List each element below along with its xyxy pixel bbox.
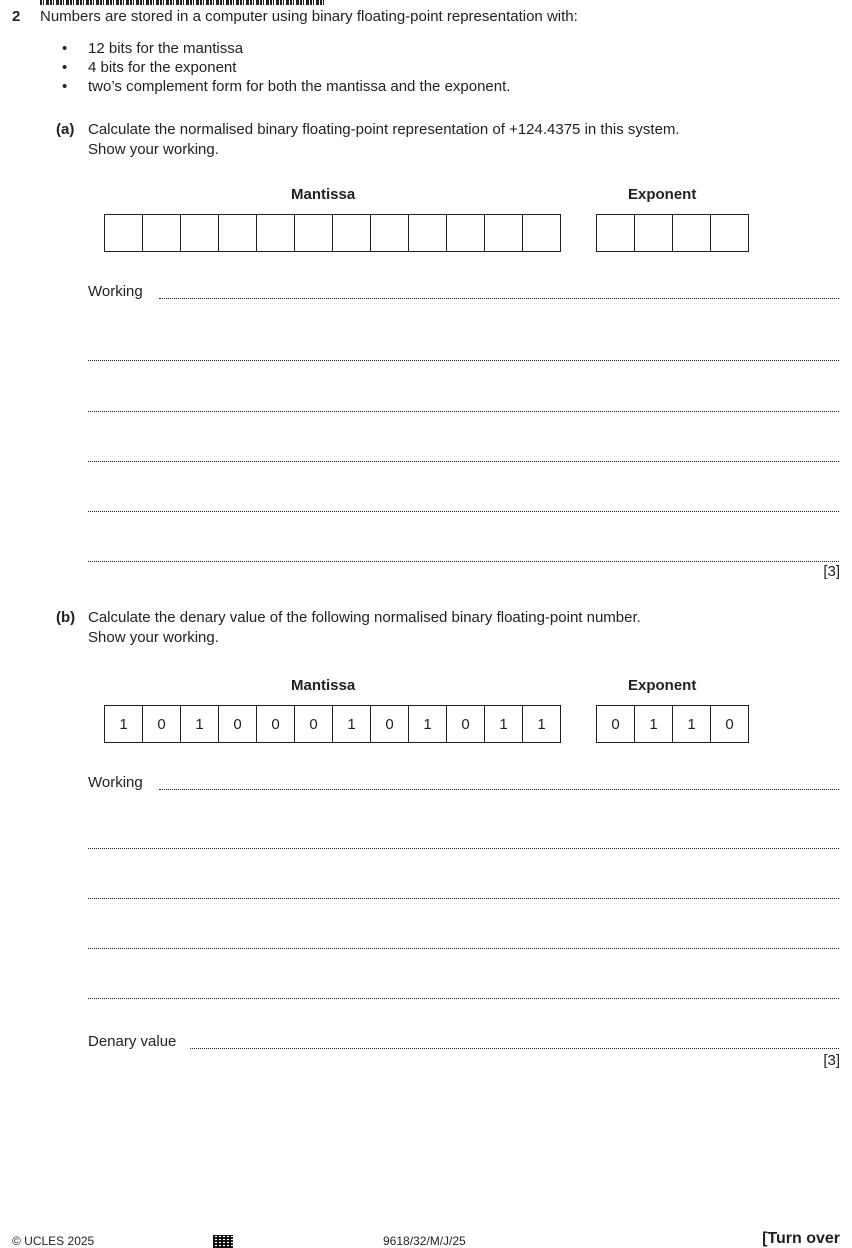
header-barcode bbox=[40, 0, 325, 5]
mantissa-bit-cell[interactable] bbox=[446, 214, 485, 252]
bullet-icon: • bbox=[62, 40, 68, 57]
bullet-item: 4 bits for the exponent bbox=[88, 59, 237, 76]
answer-line[interactable] bbox=[88, 948, 839, 949]
mantissa-bit-cell[interactable] bbox=[142, 214, 181, 252]
footer-copyright: © UCLES 2025 bbox=[12, 1234, 95, 1248]
mantissa-bit-cell: 1 bbox=[408, 705, 447, 743]
mantissa-bit-cell: 0 bbox=[218, 705, 257, 743]
part-b-exponent-boxes bbox=[596, 705, 749, 743]
part-b-working-label: Working bbox=[88, 774, 143, 791]
exponent-bit-cell: 1 bbox=[634, 705, 673, 743]
answer-line[interactable] bbox=[88, 461, 839, 462]
part-a-mantissa-boxes bbox=[104, 214, 561, 252]
part-b-answer-label: Denary value bbox=[88, 1033, 177, 1050]
part-b-show-working: Show your working. bbox=[88, 629, 219, 646]
bullet-icon: • bbox=[62, 59, 68, 76]
mantissa-bit-cell[interactable] bbox=[218, 214, 257, 252]
answer-line[interactable] bbox=[159, 789, 839, 790]
part-a-exponent-boxes bbox=[596, 214, 749, 252]
mantissa-bit-cell[interactable] bbox=[104, 214, 143, 252]
mantissa-bit-cell: 0 bbox=[256, 705, 295, 743]
answer-line[interactable] bbox=[88, 848, 839, 849]
mantissa-bit-cell: 1 bbox=[180, 705, 219, 743]
part-a-show-working: Show your working. bbox=[88, 141, 219, 158]
answer-line[interactable] bbox=[88, 998, 839, 999]
exponent-bit-cell[interactable] bbox=[634, 214, 673, 252]
answer-line[interactable] bbox=[88, 360, 839, 361]
exponent-bit-cell: 0 bbox=[710, 705, 749, 743]
mantissa-bit-cell: 1 bbox=[522, 705, 561, 743]
mantissa-bit-cell: 0 bbox=[294, 705, 333, 743]
bullet-item: two’s complement form for both the mantissa and the exponent. bbox=[88, 78, 511, 95]
mantissa-bit-cell[interactable] bbox=[522, 214, 561, 252]
footer-turn-over: [Turn over bbox=[762, 1230, 840, 1247]
part-b-label: (b) bbox=[56, 609, 76, 626]
mantissa-bit-cell: 1 bbox=[484, 705, 523, 743]
part-a-working-label: Working bbox=[88, 283, 143, 300]
footer-qr-code bbox=[213, 1235, 233, 1248]
mantissa-bit-cell[interactable] bbox=[370, 214, 409, 252]
answer-line[interactable] bbox=[88, 511, 839, 512]
part-b-instruction: Calculate the denary value of the following normalised binary floating-point number. bbox=[88, 609, 641, 626]
part-a-mantissa-heading: Mantissa bbox=[291, 186, 356, 203]
mantissa-bit-cell: 0 bbox=[142, 705, 181, 743]
answer-line[interactable] bbox=[159, 298, 839, 299]
part-a-exponent-heading: Exponent bbox=[628, 186, 697, 203]
mantissa-bit-cell[interactable] bbox=[180, 214, 219, 252]
part-b-mantissa-heading: Mantissa bbox=[291, 677, 356, 694]
mantissa-bit-cell[interactable] bbox=[256, 214, 295, 252]
mantissa-bit-cell: 1 bbox=[104, 705, 143, 743]
part-b-marks: [3] bbox=[823, 1052, 840, 1069]
part-a-instruction: Calculate the normalised binary floating-point representation of +124.4375 in this system. bbox=[88, 121, 680, 138]
part-a-label: (a) bbox=[56, 121, 75, 138]
denary-answer-line[interactable] bbox=[190, 1048, 839, 1049]
mantissa-bit-cell[interactable] bbox=[408, 214, 447, 252]
exponent-bit-cell[interactable] bbox=[710, 214, 749, 252]
part-b-mantissa-boxes bbox=[104, 705, 561, 743]
question-intro: Numbers are stored in a computer using binary floating-point representation with: bbox=[40, 8, 578, 25]
question-number: 2 bbox=[12, 8, 21, 25]
exponent-bit-cell[interactable] bbox=[596, 214, 635, 252]
part-b-exponent-heading: Exponent bbox=[628, 677, 697, 694]
bullet-icon: • bbox=[62, 78, 68, 95]
answer-line[interactable] bbox=[88, 411, 839, 412]
mantissa-bit-cell[interactable] bbox=[294, 214, 333, 252]
exponent-bit-cell[interactable] bbox=[672, 214, 711, 252]
mantissa-bit-cell: 0 bbox=[370, 705, 409, 743]
footer-paper-code: 9618/32/M/J/25 bbox=[383, 1234, 466, 1248]
answer-line[interactable] bbox=[88, 561, 839, 562]
part-a-marks: [3] bbox=[823, 563, 840, 580]
exponent-bit-cell: 1 bbox=[672, 705, 711, 743]
mantissa-bit-cell: 0 bbox=[446, 705, 485, 743]
mantissa-bit-cell: 1 bbox=[332, 705, 371, 743]
mantissa-bit-cell[interactable] bbox=[484, 214, 523, 252]
bullet-item: 12 bits for the mantissa bbox=[88, 40, 244, 57]
exponent-bit-cell: 0 bbox=[596, 705, 635, 743]
mantissa-bit-cell[interactable] bbox=[332, 214, 371, 252]
answer-line[interactable] bbox=[88, 898, 839, 899]
